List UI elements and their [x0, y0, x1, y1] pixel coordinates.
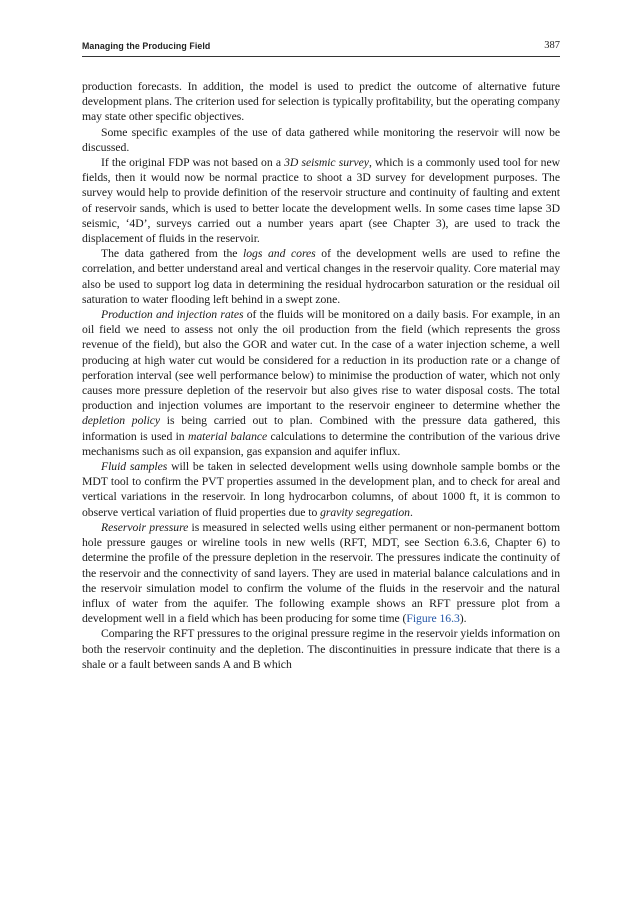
paragraph: [82, 459, 560, 520]
paragraph: [82, 307, 560, 459]
text-run: If the original FDP was not based on a: [101, 156, 285, 170]
text-run: The data gathered from the: [101, 247, 244, 261]
italic-term: gravity segregation: [320, 505, 410, 519]
italic-term: 3D seismic survey: [284, 156, 369, 170]
italic-term: depletion policy: [82, 414, 161, 428]
paragraph: [82, 626, 560, 672]
text-run: will be taken in selected development wells using downhole sample bombs or the MDT tool to confirm the PVT properties assumed in the development plan, and to check for areal and vertical variations in the reservoir. In long hydrocarbon columns, of about 1000 ft, it is common to observe vertical variation of fluid properties due to: [82, 460, 560, 519]
text-run: calculations to determine the contribution of the various drive mechanisms such as oil expansion, gas expansion and aquifer influx.: [82, 429, 560, 458]
italic-term: material balance: [187, 429, 268, 443]
text-run: production forecasts. In addition, the model is used to predict the outcome of alternative future development plans. The criterion used for selection is typically profitability, but the operating company may state other specific objectives.: [82, 80, 560, 124]
italic-term: logs and cores: [243, 247, 316, 261]
text-run: ).: [459, 612, 467, 626]
italic-term: Production and injection rates: [101, 308, 244, 322]
page-header: [82, 40, 560, 57]
paragraph: [82, 520, 560, 626]
paragraph: [82, 155, 560, 246]
text-run: is being carried out to plan. Combined with the pressure data gathered, this information is used in: [82, 414, 560, 443]
page-number: 387: [544, 40, 560, 51]
italic-term: Fluid samples: [101, 460, 168, 474]
text-run: .: [409, 505, 413, 519]
text-run: of the fluids will be monitored on a daily basis. For example, in an oil field we need to assess not only the oil production from the field (which represents the gross revenue of the field), but also the GOR and water cut. In the case of a water injection scheme, a well producing at high water cut would be considered for a reduction in its production rate or a change of perforation interval (see well performance below) to minimise the production of water, which not only causes more pressure depletion of the reservoir but also gives rise to water disposal costs. The total production and injection volumes are important to the reservoir engineer to determine whether the: [82, 308, 560, 413]
body-text: [82, 79, 560, 672]
text-run: is measured in selected wells using either permanent or non-permanent bottom hole pressure gauges or wireline tools in new wells (RFT, MDT, see Section 6.3.6, Chapter 6) to determine the profile of the pressure depletion in the reservoir. The pressures indicate the continuity of the reservoir and the connectivity of sand layers. They are used in material balance calculations and in the reservoir simulation model to confirm the volume of the fluids in the reservoir and the natural influx of water from the aquifer. The following example shows an RFT pressure plot from a development well in a field which has been producing for some time (: [82, 520, 560, 626]
text-run: of the development wells are used to refine the correlation, and better understand areal and vertical changes in the reservoir quality. Core material may also be used to support log data in determining the residual hydrocarbon saturation or the residual oil saturation to water flooding left behind in a swept zone.: [82, 247, 560, 306]
figure-reference-link[interactable]: Figure 16.3: [406, 612, 460, 626]
text-run: Comparing the RFT pressures to the original pressure regime in the reservoir yields information on both the reservoir continuity and the depletion. The discontinuities in pressure indicate that there is a shale or a fault between sands A and B which: [82, 627, 560, 671]
paragraph: [82, 125, 560, 155]
italic-term: Reservoir pressure: [101, 520, 189, 534]
paragraph: [82, 246, 560, 307]
paragraph: [82, 79, 560, 125]
text-run: Some specific examples of the use of data gathered while monitoring the reservoir will now be discussed.: [82, 125, 560, 154]
text-run: , which is a commonly used tool for new fields, then it would now be normal practice to shoot a 3D survey for development purposes. The survey would help to provide definition of the reservoir structure and continuity of faulting and extent of reservoir sands, which is used to better locate the development wells. In some cases time lapse 3D seismic, ‘4D’, surveys carried out a number years apart (see Chapter 3), are used to track the displacement of fluids in the reservoir.: [82, 156, 561, 246]
running-head: Managing the Producing Field: [82, 41, 211, 51]
